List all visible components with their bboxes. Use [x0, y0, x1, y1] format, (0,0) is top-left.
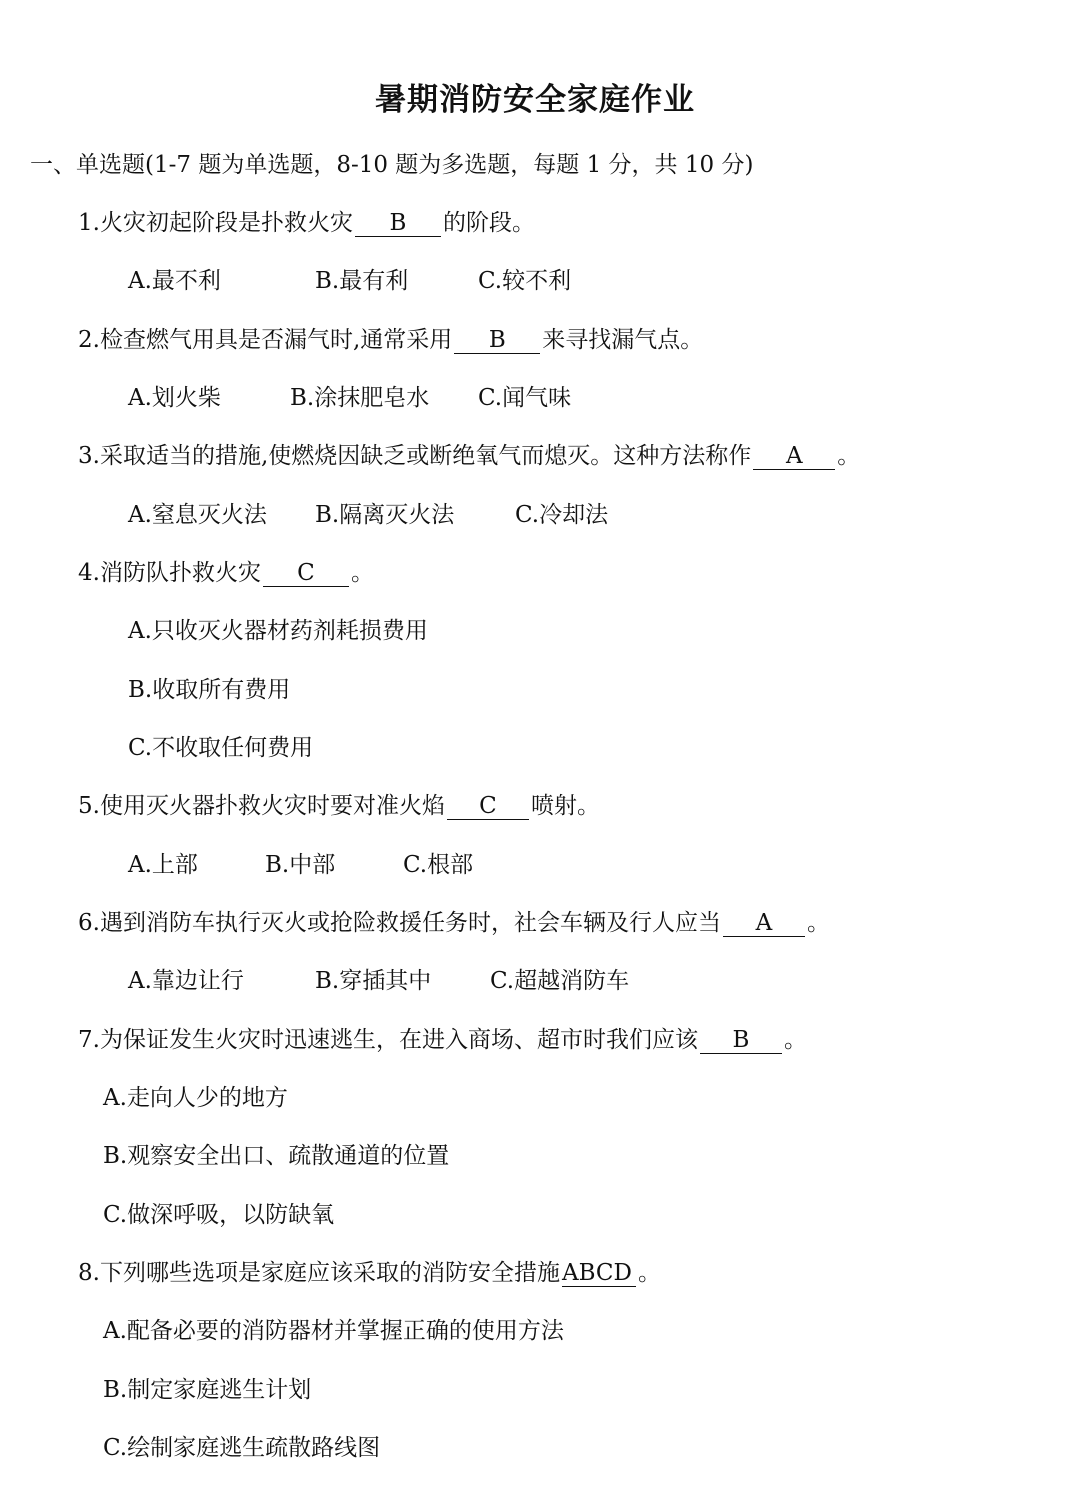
question-stem: 2.检查燃气用具是否漏气时,通常采用 [78, 327, 453, 353]
option-2a: A.划火柴 [128, 385, 221, 411]
option-3b: B.隔离灭火法 [315, 502, 455, 528]
option-1b: B.最有利 [315, 268, 409, 294]
option-2c: C.闻气味 [478, 385, 572, 411]
question-stem-end: 。 [837, 443, 861, 469]
question-2 [78, 324, 703, 356]
option-7c: C.做深呼吸，以防缺氧 [103, 1202, 335, 1228]
question-stem-end: 喷射。 [530, 793, 600, 819]
page-title: 暑期消防安全家庭作业 [375, 82, 695, 118]
option-4c: C.不收取任何费用 [128, 735, 314, 761]
option-4b: B.收取所有费用 [128, 677, 291, 703]
question-stem: 4.消防队扑救火灾 [78, 560, 261, 586]
question-stem-end: 。 [350, 560, 374, 586]
question-8 [78, 1257, 661, 1289]
option-8b: B.制定家庭逃生计划 [103, 1377, 312, 1403]
option-5b: B.中部 [265, 852, 336, 878]
question-stem: 1.火灾初起阶段是扑救火灾 [78, 210, 353, 236]
question-stem: 3.采取适当的措施,使燃烧因缺乏或断绝氧气而熄灭。这种方法称作 [78, 443, 752, 469]
question-stem-end: 。 [806, 910, 830, 936]
question-stem-end: 来寻找漏气点。 [542, 327, 704, 353]
option-8c: C.绘制家庭逃生疏散路线图 [103, 1435, 381, 1461]
question-stem: 5.使用灭火器扑救火灾时要对准火焰 [78, 793, 445, 819]
answer-blank: C [263, 560, 349, 587]
answer-blank: C [447, 793, 529, 820]
option-3a: A.窒息灭火法 [128, 502, 267, 528]
answer-blank: ABCD [562, 1260, 636, 1287]
question-3 [78, 440, 860, 472]
question-5 [78, 790, 600, 822]
option-6c: C.超越消防车 [490, 968, 630, 994]
question-4 [78, 557, 374, 589]
option-5a: A.上部 [128, 852, 198, 878]
question-stem-end: 。 [783, 1027, 807, 1053]
question-1 [78, 207, 535, 239]
option-3c: C.冷却法 [515, 502, 609, 528]
answer-blank: B [355, 210, 441, 237]
question-stem: 8.下列哪些选项是家庭应该采取的消防安全措施 [78, 1260, 560, 1286]
option-1a: A.最不利 [128, 268, 221, 294]
question-7 [78, 1024, 807, 1056]
option-4a: A.只收灭火器材药剂耗损费用 [128, 618, 428, 644]
section-heading: 一、单选题(1-7 题为单选题，8-10 题为多选题，每题 1 分，共 10 分) [30, 152, 754, 178]
option-1c: C.较不利 [478, 268, 572, 294]
question-stem: 7.为保证发生火灾时迅速逃生，在进入商场、超市时我们应该 [78, 1027, 698, 1053]
option-8a: A.配备必要的消防器材并掌握正确的使用方法 [103, 1318, 564, 1344]
question-6 [78, 907, 830, 939]
option-5c: C.根部 [403, 852, 474, 878]
question-stem: 6.遇到消防车执行灭火或抢险救援任务时，社会车辆及行人应当 [78, 910, 721, 936]
question-stem-end: 的阶段。 [442, 210, 535, 236]
question-stem-end: 。 [637, 1260, 661, 1286]
option-7a: A.走向人少的地方 [103, 1085, 288, 1111]
option-2b: B.涂抹肥皂水 [290, 385, 430, 411]
answer-blank: B [700, 1027, 782, 1054]
option-7b: B.观察安全出口、疏散通道的位置 [103, 1143, 450, 1169]
answer-blank: A [753, 443, 835, 470]
answer-blank: A [723, 910, 805, 937]
answer-blank: B [454, 327, 540, 354]
option-6a: A.靠边让行 [128, 968, 244, 994]
option-6b: B.穿插其中 [315, 968, 432, 994]
